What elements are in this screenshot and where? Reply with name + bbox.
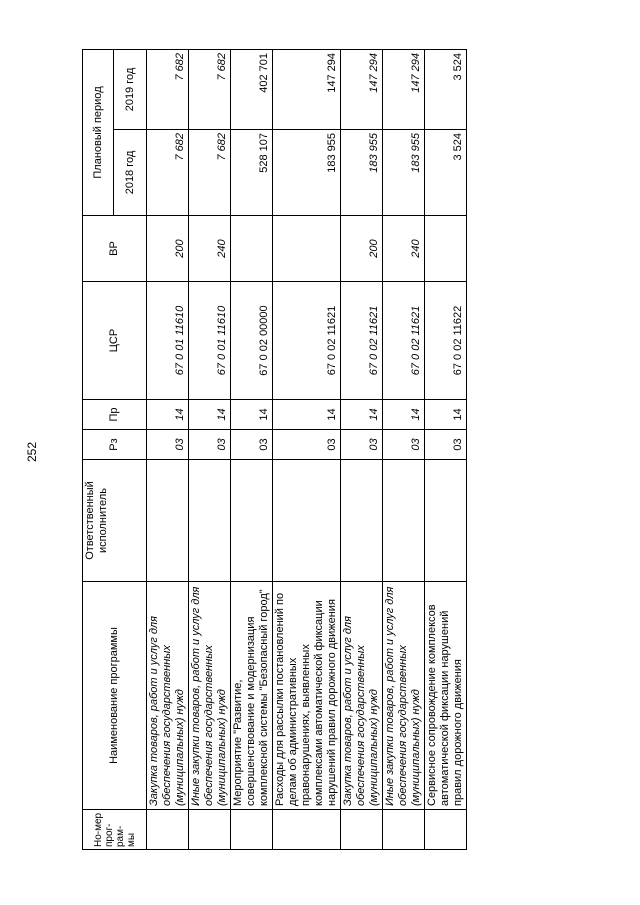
vr-cell: 200 bbox=[147, 216, 189, 282]
program-name-cell: Иные закупки товаров, работ и услуг для обеспечения государственных (муниципальных) нужд bbox=[383, 582, 425, 810]
value-2018-cell: 528 107 bbox=[231, 130, 273, 216]
header-row bbox=[83, 50, 114, 850]
rz-cell: 03 bbox=[189, 430, 231, 460]
executor-cell bbox=[147, 460, 189, 582]
col-header-executor: Ответственный исполнитель bbox=[83, 460, 147, 582]
pr-cell: 14 bbox=[147, 400, 189, 430]
row-number-cell bbox=[341, 810, 383, 850]
table-row bbox=[189, 50, 231, 850]
vr-cell: 200 bbox=[341, 216, 383, 282]
value-2018-cell: 183 955 bbox=[273, 130, 341, 216]
col-header-2018: 2018 год bbox=[114, 130, 147, 216]
row-number-cell bbox=[231, 810, 273, 850]
table-row bbox=[147, 50, 189, 850]
executor-cell bbox=[425, 460, 467, 582]
table-row bbox=[383, 50, 425, 850]
value-2019-cell: 7 682 bbox=[147, 50, 189, 130]
rz-cell: 03 bbox=[425, 430, 467, 460]
col-header-2019: 2019 год bbox=[114, 50, 147, 130]
value-2019-cell: 147 294 bbox=[273, 50, 341, 130]
program-name-cell: Расходы для рассылки постановлений по делам об административных правонарушениях, выявленных комплексами автоматической фиксации нарушений правил дорожного движения bbox=[273, 582, 341, 810]
program-name-cell: Иные закупки товаров, работ и услуг для обеспечения государственных (муниципальных) нужд bbox=[189, 582, 231, 810]
row-number-cell bbox=[273, 810, 341, 850]
col-header-vr: ВР bbox=[83, 216, 147, 282]
row-number-cell bbox=[425, 810, 467, 850]
value-2019-cell: 147 294 bbox=[341, 50, 383, 130]
table-body bbox=[147, 50, 467, 850]
rz-cell: 03 bbox=[341, 430, 383, 460]
rz-cell: 03 bbox=[383, 430, 425, 460]
col-header-planned-period: Плановый период bbox=[83, 50, 114, 216]
value-2019-cell: 7 682 bbox=[189, 50, 231, 130]
col-header-name: Наименование программы bbox=[83, 582, 147, 810]
table-row bbox=[425, 50, 467, 850]
row-number-cell bbox=[147, 810, 189, 850]
rz-cell: 03 bbox=[231, 430, 273, 460]
csr-cell: 67 0 02 11622 bbox=[425, 282, 467, 400]
value-2019-cell: 3 524 bbox=[425, 50, 467, 130]
value-2018-cell: 3 524 bbox=[425, 130, 467, 216]
vr-cell bbox=[425, 216, 467, 282]
csr-cell: 67 0 02 00000 bbox=[231, 282, 273, 400]
executor-cell bbox=[273, 460, 341, 582]
csr-cell: 67 0 02 11621 bbox=[273, 282, 341, 400]
table-row bbox=[341, 50, 383, 850]
value-2018-cell: 7 682 bbox=[147, 130, 189, 216]
value-2018-cell: 183 955 bbox=[341, 130, 383, 216]
pr-cell: 14 bbox=[383, 400, 425, 430]
value-2019-cell: 147 294 bbox=[383, 50, 425, 130]
row-number-cell bbox=[189, 810, 231, 850]
vr-cell bbox=[231, 216, 273, 282]
row-number-cell bbox=[383, 810, 425, 850]
page-number: 252 bbox=[25, 441, 39, 463]
pr-cell: 14 bbox=[189, 400, 231, 430]
rz-cell: 03 bbox=[273, 430, 341, 460]
pr-cell: 14 bbox=[231, 400, 273, 430]
executor-cell bbox=[189, 460, 231, 582]
program-name-cell: Мероприятие "Развитие, совершенствование и модернизация комплексной системы "Безопасный город" bbox=[231, 582, 273, 810]
program-name-cell: Закупка товаров, работ и услуг для обеспечения государственных (муниципальных) нужд bbox=[341, 582, 383, 810]
pr-cell: 14 bbox=[273, 400, 341, 430]
table-row bbox=[273, 50, 341, 850]
rotated-page bbox=[82, 50, 612, 850]
col-header-csr: ЦСР bbox=[83, 282, 147, 400]
pr-cell: 14 bbox=[425, 400, 467, 430]
budget-table bbox=[82, 49, 467, 850]
col-header-rz: Рз bbox=[83, 430, 147, 460]
program-name-cell: Закупка товаров, работ и услуг для обеспечения государственных (муниципальных) нужд bbox=[147, 582, 189, 810]
value-2018-cell: 183 955 bbox=[383, 130, 425, 216]
table-row bbox=[231, 50, 273, 850]
csr-cell: 67 0 01 11610 bbox=[147, 282, 189, 400]
rz-cell: 03 bbox=[147, 430, 189, 460]
pr-cell: 14 bbox=[341, 400, 383, 430]
csr-cell: 67 0 02 11621 bbox=[341, 282, 383, 400]
program-name-cell: Сервисное сопровождение комплексов автоматической фиксации нарушений правил дорожного движения bbox=[425, 582, 467, 810]
executor-cell bbox=[231, 460, 273, 582]
col-header-pr: Пр bbox=[83, 400, 147, 430]
executor-cell bbox=[341, 460, 383, 582]
executor-cell bbox=[383, 460, 425, 582]
vr-cell: 240 bbox=[189, 216, 231, 282]
col-header-number: Но-мер прог-рам-мы bbox=[83, 810, 147, 850]
value-2019-cell: 402 701 bbox=[231, 50, 273, 130]
csr-cell: 67 0 01 11610 bbox=[189, 282, 231, 400]
vr-cell: 240 bbox=[383, 216, 425, 282]
vr-cell bbox=[273, 216, 341, 282]
value-2018-cell: 7 682 bbox=[189, 130, 231, 216]
csr-cell: 67 0 02 11621 bbox=[383, 282, 425, 400]
